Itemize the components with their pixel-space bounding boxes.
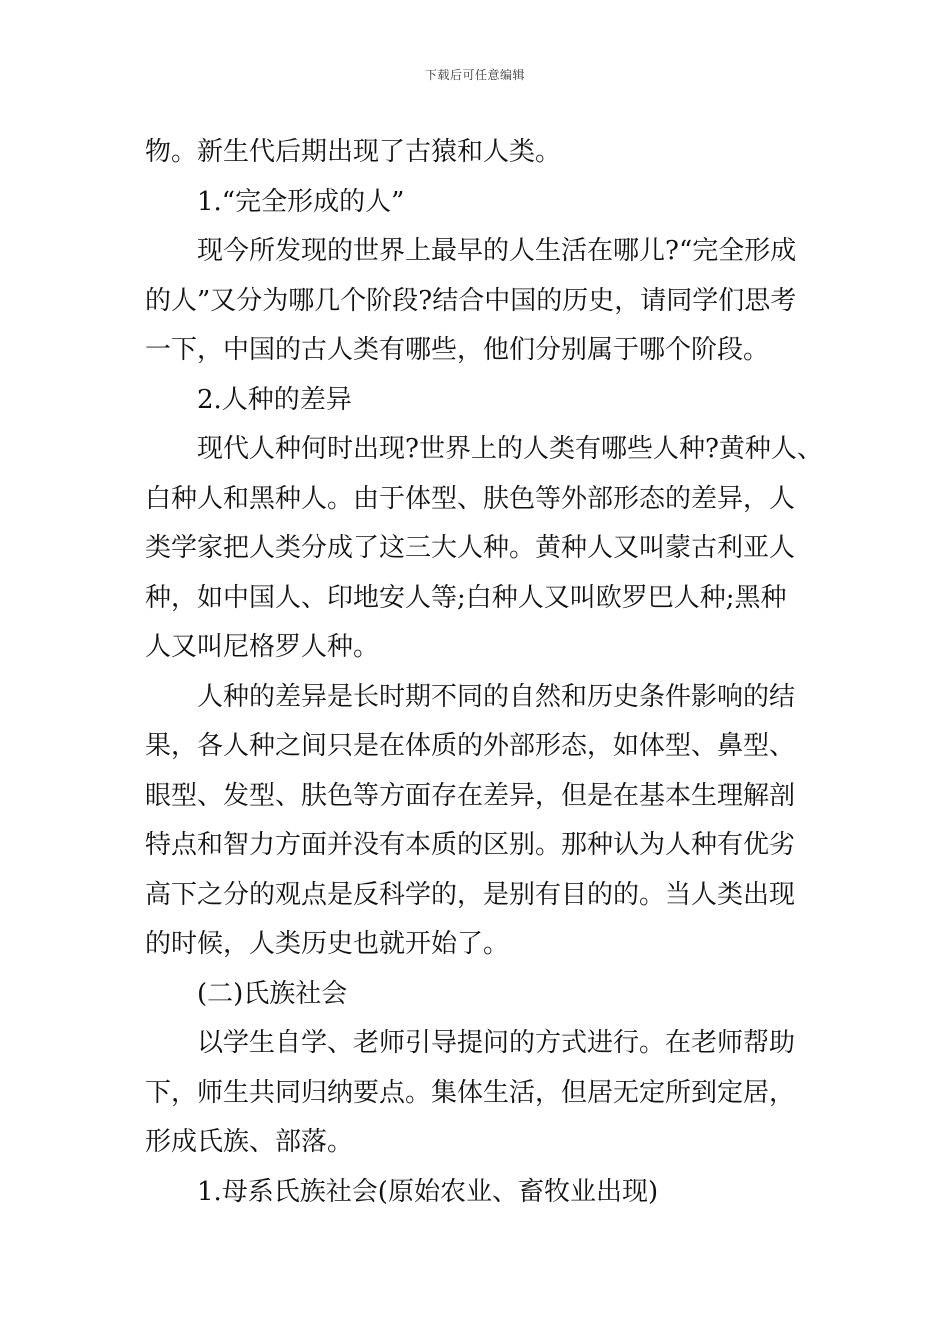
page-header: 下载后可任意编辑 [424, 68, 525, 82]
text-line: 特点和智力方面并没有本质的区别。那种认为人种有优劣 [145, 830, 796, 860]
text-line: 下，师生共同归纳要点。集体生活，但居无定所到定居， [145, 1077, 796, 1108]
text-line: 现代人种何时出现?世界上的人类有哪些人种?黄种人、 [145, 434, 823, 464]
section-heading: (二)氏族社会 [145, 978, 348, 1009]
text-line: 现今所发现的世界上最早的人生活在哪儿?“完全形成 [145, 236, 797, 266]
text-line: 高下之分的观点是反科学的，是别有目的的。当人类出现 [145, 879, 796, 910]
text-line: 人种的差异是长时期不同的自然和历史条件影响的结 [145, 681, 796, 712]
text-line: 的人”又分为哪几个阶段?结合中国的历史，请同学们思考 [145, 285, 797, 316]
section-heading: 2.人种的差异 [145, 384, 352, 415]
document-body [145, 128, 823, 1217]
text-line: 形成氏族、部落。 [145, 1127, 354, 1157]
text-line: 白种人和黑种人。由于体型、肤色等外部形态的差异，人 [145, 483, 796, 514]
text-line: 种，如中国人、印地安人等;白种人又叫欧罗巴人种;黑种 [145, 582, 787, 613]
text-line: 人又叫尼格罗人种。 [145, 632, 380, 662]
text-line: 以学生自学、老师引导提问的方式进行。在老师帮助 [145, 1028, 796, 1058]
text-line: 的时候，人类历史也就开始了。 [145, 929, 510, 959]
text-line: 物。新生代后期出现了古猿和人类。 [145, 137, 562, 167]
section-heading: 1.“完全形成的人” [145, 186, 405, 217]
text-line: 类学家把人类分成了这三大人种。黄种人又叫蒙古利亚人 [145, 533, 796, 563]
section-heading: 1.母系氏族社会(原始农业、畜牧业出现) [145, 1176, 659, 1207]
text-line: 果，各人种之间只是在体质的外部形态，如体型、鼻型、 [145, 731, 796, 761]
text-line: 一下，中国的古人类有哪些，他们分别属于哪个阶段。 [145, 335, 770, 365]
text-line: 眼型、发型、肤色等方面存在差异，但是在基本生理解剖 [145, 780, 796, 811]
